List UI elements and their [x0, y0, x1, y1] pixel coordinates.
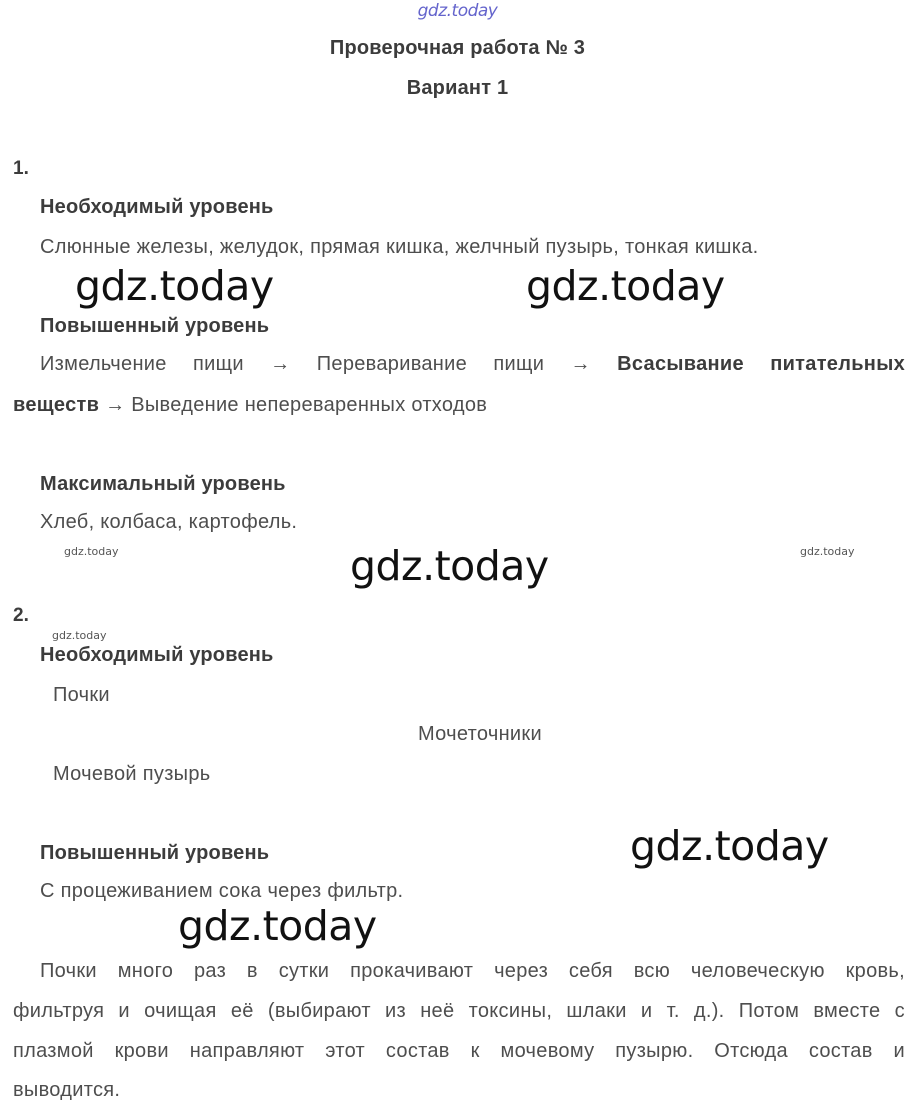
task-2-advanced-heading: Повышенный уровень [40, 842, 270, 864]
paragraph-line: фильтруя и очищая её (выбирают из неё токсины, шлаки и т. д.). Потом вместе с [13, 1000, 905, 1022]
watermark-big: gdz.today [178, 902, 377, 950]
task-1-max-heading: Максимальный уровень [40, 473, 286, 495]
task-1-advanced-heading: Повышенный уровень [40, 315, 270, 337]
paragraph-line: Почки много раз в сутки прокачивают через себя всю человеческую кровь, [40, 960, 905, 982]
paragraph-line: выводится. [13, 1079, 121, 1101]
variant-title: Вариант 1 [406, 77, 509, 99]
sequence-bold-part: веществ [13, 394, 100, 416]
top-watermark: gdz.today [417, 1, 498, 21]
task-2-number: 2. [13, 605, 29, 626]
paragraph-line: плазмой крови направляют этот состав к мочевому пузырю. Отсюда состав и [13, 1040, 905, 1062]
label-kidneys: Почки [53, 684, 110, 706]
sequence-bold-part: Всасывание питательных [617, 353, 905, 375]
watermark-big: gdz.today [350, 542, 549, 590]
task-1-max-text: Хлеб, колбаса, картофель. [40, 511, 298, 533]
label-ureters: Мочеточники [418, 723, 542, 745]
watermark-small: gdz.today [800, 545, 855, 558]
task-1-required-heading: Необходимый уровень [40, 196, 274, 218]
task-1-required-text: Слюнные железы, желудок, прямая кишка, желчный пузырь, тонкая кишка. [40, 236, 759, 258]
task-2-required-heading: Необходимый уровень [40, 644, 274, 666]
sequence-part: Измельчение пищи → Переваривание пищи → [40, 353, 591, 375]
task-1-number: 1. [13, 158, 29, 179]
watermark-big: gdz.today [630, 822, 829, 870]
sequence-part: → Выведение непереваренных отходов [105, 394, 488, 416]
watermark-big: gdz.today [526, 262, 725, 310]
watermark-big: gdz.today [75, 262, 274, 310]
watermark-small: gdz.today [52, 629, 107, 642]
watermark-small: gdz.today [64, 545, 119, 558]
label-bladder: Мочевой пузырь [53, 763, 211, 785]
task-1-advanced-line-1 [40, 353, 905, 376]
task-2-advanced-text: С процеживанием сока через фильтр. [40, 880, 404, 902]
task-1-advanced-line-2 [13, 394, 487, 417]
page-title: Проверочная работа № 3 [329, 37, 586, 59]
